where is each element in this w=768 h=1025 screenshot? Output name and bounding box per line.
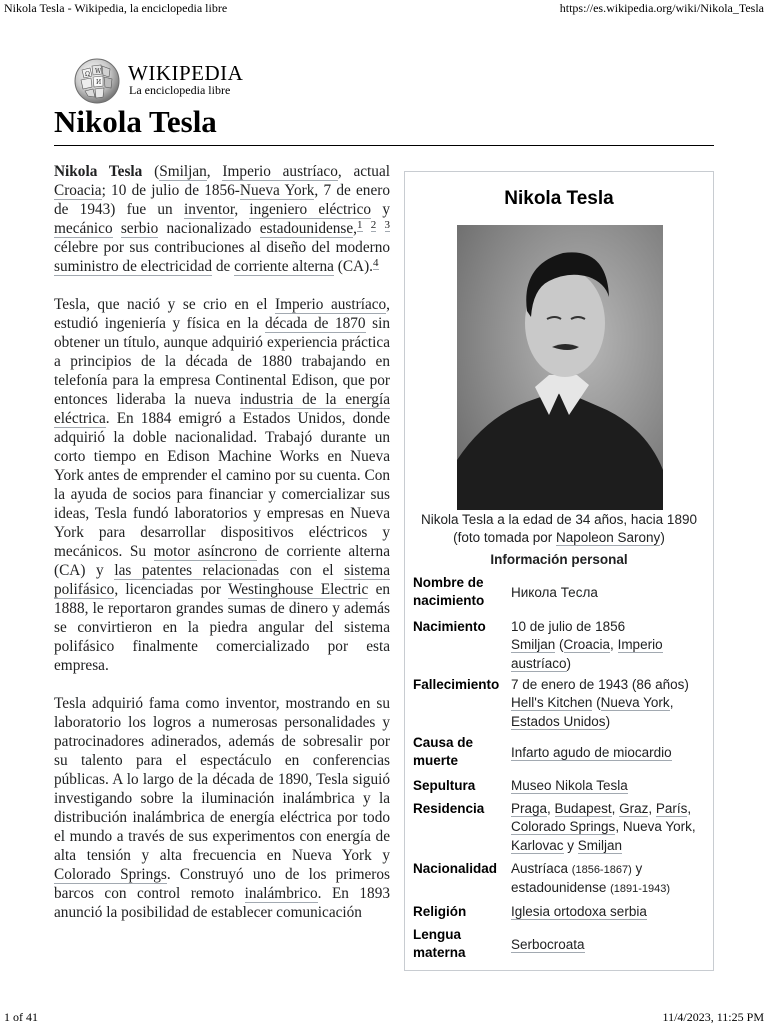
- value: [511, 936, 711, 954]
- text: ,: [648, 801, 656, 816]
- link-estadounidense[interactable]: estadounidense: [259, 220, 354, 237]
- link-nueva-york[interactable]: Nueva York: [600, 695, 670, 711]
- text: ,: [353, 220, 357, 237]
- portrait-caption: [411, 511, 707, 547]
- label: Nombre de nacimiento: [413, 575, 485, 609]
- value: [511, 860, 711, 899]
- ref[interactable]: 2: [370, 219, 377, 231]
- section-heading-personal: Información personal: [490, 552, 628, 567]
- text: Tesla adquirió fama como inventor, mostrando en su laboratorio los logros a numerosas personalidades y patrocinadores adinerados, además de sobresalir por su talento para el espectáculo en conferencias públicas. A lo largo de la década de 1890, Tesla siguió investigando sobre la iluminación inalámbrica y la distribución inalámbrica de energía eléctrica por todo el mundo a través de sus experimentos con energía de alta tensión y alta frecuencia en Nueva York y: [54, 695, 390, 864]
- caption-end: ): [660, 530, 665, 545]
- link-graz[interactable]: Graz: [619, 801, 649, 816]
- text: . En 1893 anunció la posibilidad de establecer comunicación: [54, 885, 391, 921]
- paragraph-intro: [54, 162, 390, 276]
- link-iglesia-ortodoxa[interactable]: Iglesia ortodoxa serbia: [511, 904, 647, 919]
- wikipedia-tagline: La enciclopedia libre: [129, 83, 231, 97]
- reference-2[interactable]: [371, 219, 377, 232]
- text: y: [563, 837, 578, 853]
- ref[interactable]: 1: [357, 219, 363, 231]
- print-datetime: 11/4/2023, 11:25 PM: [662, 1010, 764, 1024]
- text: y: [371, 201, 390, 218]
- text: ,: [669, 695, 674, 711]
- label: Religión: [413, 904, 467, 919]
- link-smiljan[interactable]: Smiljan: [577, 837, 623, 853]
- text: (: [142, 163, 160, 180]
- text: . En 1884 emigró a Estados Unidos, donde adquirió la doble nacionalidad. Trabajó durante un corto tiempo en Edison Machine Works en Nueva York antes de emprender el camino por su cuenta. Con la ayuda de socios para financiar y comercializar sus ideas, Tesla fundó laboratorios y empresas en Nueva York para desarrollar dispositivos eléctricos y mecánicos. Su: [54, 410, 390, 560]
- link-napoleon-sarony[interactable]: Napoleon Sarony: [555, 530, 661, 545]
- print-header: [0, 1, 768, 17]
- text: ): [566, 655, 572, 671]
- nationality-1: Austríaca: [511, 861, 569, 876]
- value: [511, 800, 711, 855]
- value: [511, 618, 711, 673]
- label: Nacionalidad: [413, 861, 498, 876]
- portrait-image[interactable]: [457, 225, 663, 510]
- print-page-title: Nikola Tesla - Wikipedia, la enciclopedia libre: [4, 1, 228, 15]
- text: (: [555, 637, 564, 653]
- link-patentes[interactable]: las patentes relacionadas: [114, 562, 280, 579]
- article-body: [54, 162, 390, 941]
- text: , estudió ingeniería y física en la: [54, 296, 390, 332]
- infobox-title: Nikola Tesla: [504, 188, 614, 209]
- reference-1[interactable]: [357, 219, 363, 232]
- link-imperio-austriaco[interactable]: Imperio austríaco: [222, 163, 338, 180]
- value: Никола Тесла: [511, 585, 598, 600]
- value: [511, 744, 711, 762]
- value: [511, 777, 711, 795]
- text: ; 10 de julio de 1856-: [101, 182, 240, 199]
- birth-date: 10 de julio de 1856: [511, 619, 626, 634]
- text: con el: [279, 562, 345, 579]
- text: ,: [206, 163, 223, 180]
- reference-3[interactable]: [385, 219, 391, 232]
- link-inventor[interactable]: inventor: [183, 201, 235, 218]
- label: Residencia: [413, 801, 485, 816]
- text: , 7 de enero de 1943) fue un: [54, 182, 390, 218]
- link-motor-asincrono[interactable]: motor asíncrono: [153, 543, 258, 560]
- link-corriente-alterna[interactable]: corriente alterna: [234, 258, 334, 275]
- link-smiljan[interactable]: Smiljan: [159, 163, 207, 180]
- text: de corriente alterna (CA) y: [54, 543, 390, 579]
- text: ,: [547, 801, 555, 816]
- link-praga[interactable]: Praga: [511, 801, 548, 816]
- text: nacionalizado: [158, 220, 260, 237]
- value: [511, 903, 711, 921]
- link-mecanico[interactable]: mecánico: [54, 220, 113, 237]
- print-footer: [0, 1010, 768, 1024]
- link-westinghouse[interactable]: Westinghouse Electric: [228, 581, 369, 598]
- wikipedia-logo[interactable]: [72, 56, 272, 102]
- print-url[interactable]: https://es.wikipedia.org/wiki/Nikola_Tesla: [559, 1, 764, 15]
- link-sistema-polifasico[interactable]: sistema polifásico: [54, 562, 390, 598]
- text: célebre por sus contribuciones al diseño del moderno: [54, 239, 390, 256]
- infobox: [404, 171, 714, 971]
- link-paris[interactable]: París: [655, 801, 688, 816]
- reference-4[interactable]: [373, 257, 379, 270]
- text: sin obtener un título, aunque adquirió experiencia práctica a principios de la década de 1880 trabajando en telefonía para la empresa Continental Edison, que por entonces lideraba la nueva: [54, 315, 390, 408]
- link-infarto[interactable]: Infarto agudo de miocardio: [511, 745, 672, 760]
- link-hells-kitchen[interactable]: Hell's Kitchen: [511, 695, 593, 711]
- value: [511, 676, 711, 731]
- link-inalambrico[interactable]: inalámbrico: [244, 885, 318, 902]
- paragraph-career: [54, 295, 390, 675]
- text: ,: [611, 801, 620, 816]
- link-serbio[interactable]: serbio: [120, 220, 159, 237]
- svg-text:W: W: [95, 68, 102, 75]
- label: Lengua materna: [413, 927, 466, 961]
- subject-name: Nikola Tesla: [54, 163, 143, 180]
- death-date: 7 de enero de 1943 (86 años): [511, 677, 689, 692]
- text: (: [592, 695, 601, 711]
- link-karlovac[interactable]: Karlovac: [511, 837, 564, 853]
- link-museo-tesla[interactable]: Museo Nikola Tesla: [511, 778, 628, 793]
- text: ,: [687, 801, 692, 816]
- nationality-years-1: (1856-1867): [571, 864, 632, 876]
- page-counter: 1 of 41: [4, 1010, 38, 1024]
- link-budapest[interactable]: Budapest: [554, 801, 612, 816]
- text: ,: [610, 637, 618, 653]
- title-divider: [54, 145, 714, 146]
- text: [113, 220, 121, 237]
- link-serbocroata[interactable]: Serbocroata: [511, 937, 585, 952]
- nationality-years-2: (1891-1943): [610, 883, 671, 896]
- link-imperio-austriaco[interactable]: Imperio austríaco: [275, 296, 387, 313]
- link-industria-energia[interactable]: industria de la energía eléctrica: [54, 391, 390, 427]
- link-ingeniero-electrico[interactable]: ingeniero eléctrico: [249, 201, 372, 218]
- page-title: Nikola Tesla: [54, 104, 217, 139]
- nationality-2: y estadounidense: [511, 861, 643, 896]
- ref[interactable]: 3: [384, 219, 390, 231]
- link-colorado-springs[interactable]: Colorado Springs: [511, 819, 616, 835]
- link-croacia[interactable]: Croacia: [54, 182, 102, 199]
- label: Sepultura: [413, 778, 476, 793]
- link-suministro-electricidad[interactable]: suministro de electricidad: [54, 258, 213, 275]
- label: Nacimiento: [413, 619, 486, 634]
- text: en 1888, le reportaron grandes sumas de dinero y además se convirtieron en la piedra angular del sistema polifásico finalmente comercializado por esta empresa.: [54, 581, 391, 674]
- svg-text:И: И: [96, 79, 102, 86]
- text: ): [605, 713, 611, 729]
- ref[interactable]: 4: [373, 257, 379, 269]
- link-imperio-austriaco[interactable]: Imperio austríaco: [511, 637, 663, 671]
- text: de: [212, 258, 235, 275]
- paragraph-fame: [54, 694, 390, 922]
- label: Fallecimiento: [413, 677, 500, 692]
- wikipedia-wordmark: WIKIPEDIA: [128, 61, 244, 85]
- caption-text: Nikola Tesla a la edad de 34 años, hacia 1890 (foto tomada por: [421, 512, 697, 545]
- text: , licenciadas por: [114, 581, 229, 598]
- link-decada-1870[interactable]: década de 1870: [264, 315, 366, 332]
- link-nueva-york[interactable]: Nueva York: [239, 182, 315, 199]
- text: Tesla, que nació y se crio en el: [54, 296, 275, 313]
- text: . Construyó uno de los primeros barcos con control remoto: [54, 866, 390, 902]
- label: Causa de muerte: [413, 735, 474, 769]
- text: ,: [234, 201, 250, 218]
- wikipedia-globe-icon: [72, 56, 122, 106]
- link-croacia[interactable]: Croacia: [563, 637, 611, 653]
- link-estados-unidos[interactable]: Estados Unidos: [511, 713, 606, 729]
- text: (CA).: [333, 258, 374, 275]
- text: , actual: [337, 163, 390, 180]
- svg-text:Ω: Ω: [85, 71, 90, 78]
- text: , Nueva York,: [615, 819, 696, 835]
- link-smiljan[interactable]: Smiljan: [511, 637, 556, 653]
- link-colorado-springs[interactable]: Colorado Springs: [54, 866, 167, 883]
